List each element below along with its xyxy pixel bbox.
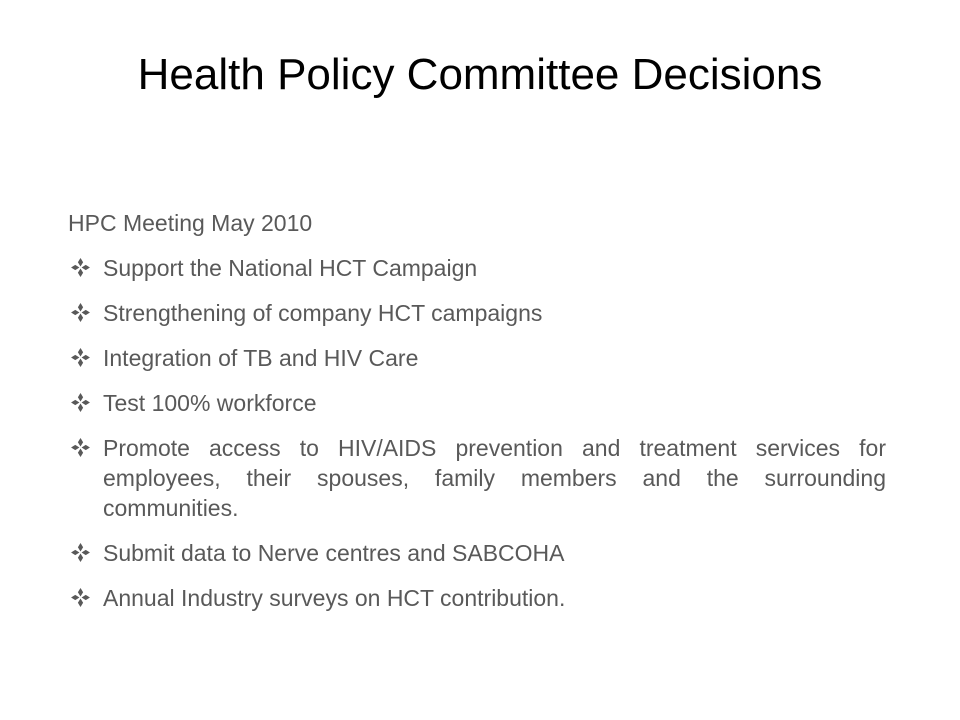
decision-text: Annual Industry surveys on HCT contribution. [103,585,566,611]
slide-content [68,208,886,628]
four-diamond-bullet-icon [70,437,91,458]
decision-text: Promote access to HIV/AIDS prevention and treatment services for employees, their spouses, family members and the surrounding communities. [103,435,886,521]
four-diamond-bullet-icon [70,257,91,278]
decision-item [68,433,886,523]
decision-item [68,343,886,373]
decision-text: Submit data to Nerve centres and SABCOHA [103,540,565,566]
decision-text: Test 100% workforce [103,390,317,416]
decision-item [68,253,886,283]
four-diamond-bullet-icon [70,587,91,608]
four-diamond-bullet-icon [70,392,91,413]
decision-list [68,253,886,613]
decision-text: Support the National HCT Campaign [103,255,478,281]
four-diamond-bullet-icon [70,302,91,323]
four-diamond-bullet-icon [70,542,91,563]
meeting-subtitle: HPC Meeting May 2010 [68,210,313,236]
slide-title: Health Policy Committee Decisions [137,50,823,99]
decision-text: Strengthening of company HCT campaigns [103,300,543,326]
four-diamond-bullet-icon [70,347,91,368]
decision-item [68,388,886,418]
decision-item [68,538,886,568]
decision-text: Integration of TB and HIV Care [103,345,419,371]
decision-item [68,298,886,328]
decision-item [68,583,886,613]
